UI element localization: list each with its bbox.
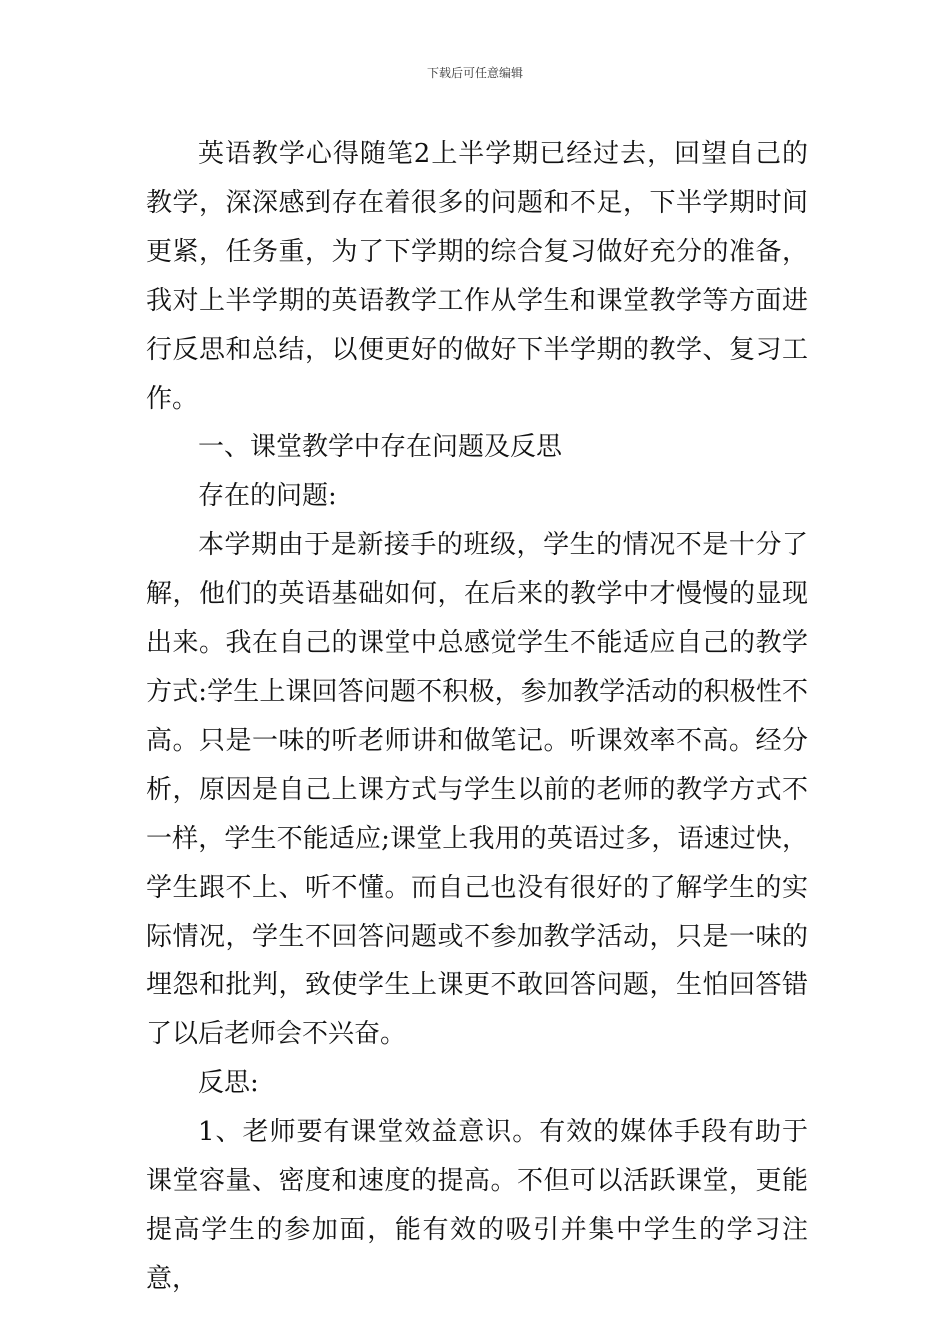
- paragraph-intro: 英语教学心得随笔2上半学期已经过去，回望自己的教学，深深感到存在着很多的问题和不足，下半学期时间更紧，任务重，为了下学期的综合复习做好充分的准备，我对上半学期的英语教学工作从学生和课堂教学等方面进行反思和总结，以便更好的做好下半学期的教学、复习工作。: [146, 139, 808, 414]
- paragraph-problems: 本学期由于是新接手的班级，学生的情况不是十分了解，他们的英语基础如何，在后来的教学中才慢慢的显现出来。我在自己的课堂中总感觉学生不能适应自己的教学方式:学生上课回答问题不积极，参加教学活动的积极性不高。只是一味的听老师讲和做笔记。听课效率不高。经分析，原因是自己上课方式与学生以前的老师的教学方式不一样，学生不能适应;课堂上我用的英语过多，语速过快，学生跟不上、听不懂。而自己也没有很好的了解学生的实际情况，学生不回答问题或不参加教学活动，只是一味的埋怨和批判，致使学生上课更不敢回答问题，生怕回答错了以后老师会不兴奋。: [146, 530, 808, 1050]
- paragraph-reflection-1: 1、老师要有课堂效益意识。有效的媒体手段有助于课堂容量、密度和速度的提高。不但可以活跃课堂，更能提高学生的参加面，能有效的吸引并集中学生的学习注意，: [146, 1117, 808, 1294]
- subheading-reflection: 反思:: [198, 1068, 259, 1099]
- subheading-problems: 存在的问题:: [198, 481, 337, 512]
- section-heading: 一、课堂教学中存在问题及反思: [198, 432, 563, 463]
- document-body: [146, 130, 808, 1304]
- page-header: 下载后可任意编辑: [426, 66, 523, 80]
